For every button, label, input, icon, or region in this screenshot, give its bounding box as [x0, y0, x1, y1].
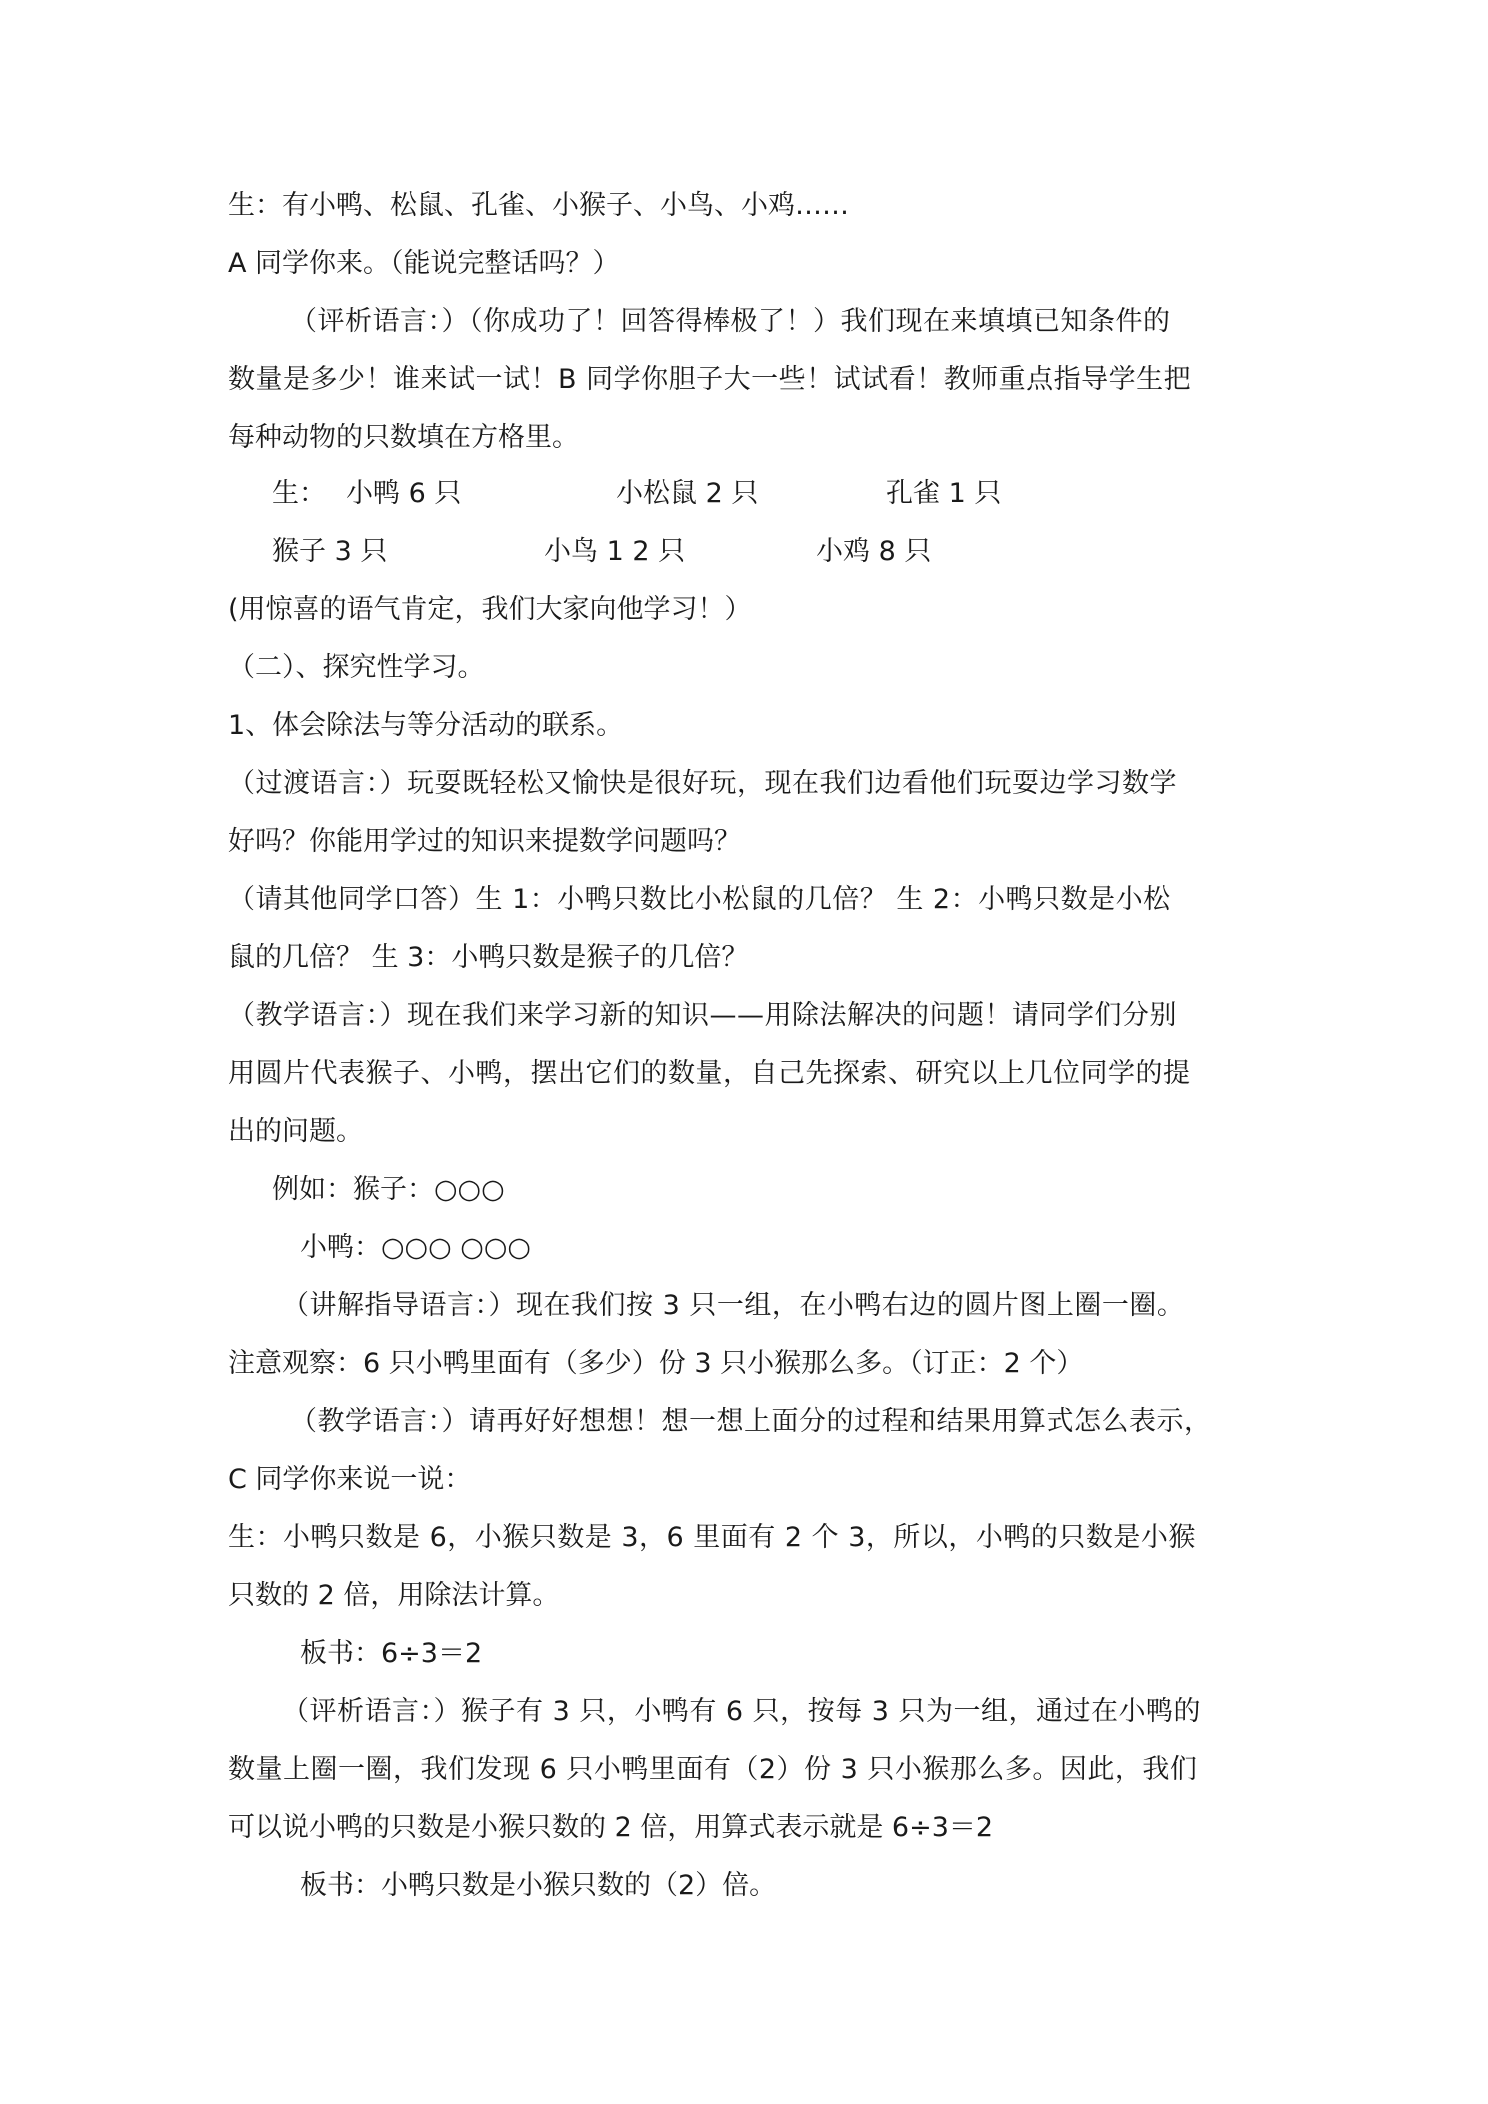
text-line: 用圆片代表猴子、小鸭，摆出它们的数量，自己先探索、研究以上几位同学的提 — [228, 1058, 1191, 1089]
count-prefix: 生： — [272, 478, 326, 509]
text-line: 只数的 2 倍，用除法计算。 — [228, 1580, 560, 1611]
count-row-1 — [272, 476, 1001, 512]
text-line: （过渡语言：）玩耍既轻松又愉快是很好玩，现在我们边看他们玩耍边学习数学 — [228, 768, 1177, 799]
text-line: （请其他同学口答）生 1：小鸭只数比小松鼠的几倍？ 生 2：小鸭只数是小松 — [228, 884, 1171, 915]
text-line: 注意观察：6 只小鸭里面有（多少）份 3 只小猴那么多。（订正：2 个） — [228, 1348, 1084, 1379]
count-squirrel: 小松鼠 2 只 — [616, 478, 759, 509]
count-row-2 — [272, 534, 931, 570]
text-line: 例如：猴子：○○○ — [272, 1174, 505, 1205]
text-line: 每种动物的只数填在方格里。 — [228, 422, 579, 453]
text-line: 数量上圈一圈，我们发现 6 只小鸭里面有（2）份 3 只小猴那么多。因此，我们 — [228, 1754, 1198, 1785]
text-line: （二）、探究性学习。 — [228, 652, 485, 683]
text-line: C 同学你来说一说： — [228, 1464, 472, 1495]
text-line: A 同学你来。（能说完整话吗？） — [228, 248, 620, 279]
text-line: 鼠的几倍？ 生 3：小鸭只数是猴子的几倍？ — [228, 942, 749, 973]
text-line: 好吗？你能用学过的知识来提数学问题吗？ — [228, 826, 741, 857]
count-monkey: 猴子 3 只 — [272, 536, 388, 567]
text-line: （教学语言：）现在我们来学习新的知识——用除法解决的问题！请同学们分别 — [228, 1000, 1177, 1031]
text-line: 数量是多少！谁来试一试！B 同学你胆子大一些！试试看！教师重点指导学生把 — [228, 364, 1192, 395]
text-line: 生：有小鸭、松鼠、孔雀、小猴子、小鸟、小鸡…… — [228, 190, 849, 221]
text-line: 可以说小鸭的只数是小猴只数的 2 倍，用算式表示就是 6÷3＝2 — [228, 1812, 994, 1843]
count-duck: 小鸭 6 只 — [346, 478, 462, 509]
board-note: 板书：小鸭只数是小猴只数的（2）倍。 — [300, 1870, 777, 1901]
text-line: （教学语言：）请再好好想想！想一想上面分的过程和结果用算式怎么表示， — [290, 1406, 1212, 1437]
text-line: （评析语言：）（你成功了！回答得棒极了！）我们现在来填填已知条件的 — [290, 306, 1171, 337]
text-line: 出的问题。 — [228, 1116, 363, 1147]
count-bird: 小鸟 1 2 只 — [544, 536, 686, 567]
text-line: （讲解指导语言：）现在我们按 3 只一组，在小鸭右边的圆片图上圈一圈。 — [282, 1290, 1185, 1321]
count-peacock: 孔雀 1 只 — [886, 478, 1002, 509]
text-line: （评析语言：）猴子有 3 只，小鸭有 6 只，按每 3 只为一组，通过在小鸭的 — [282, 1696, 1202, 1727]
text-line: 小鸭：○○○ ○○○ — [300, 1232, 531, 1263]
text-line: 1、体会除法与等分活动的联系。 — [228, 710, 624, 741]
text-line: 生：小鸭只数是 6，小猴只数是 3，6 里面有 2 个 3，所以，小鸭的只数是小猴 — [228, 1522, 1196, 1553]
board-note: 板书：6÷3＝2 — [300, 1638, 483, 1669]
text-line: (用惊喜的语气肯定，我们大家向他学习！） — [228, 594, 752, 625]
count-chicken: 小鸡 8 只 — [816, 536, 932, 567]
